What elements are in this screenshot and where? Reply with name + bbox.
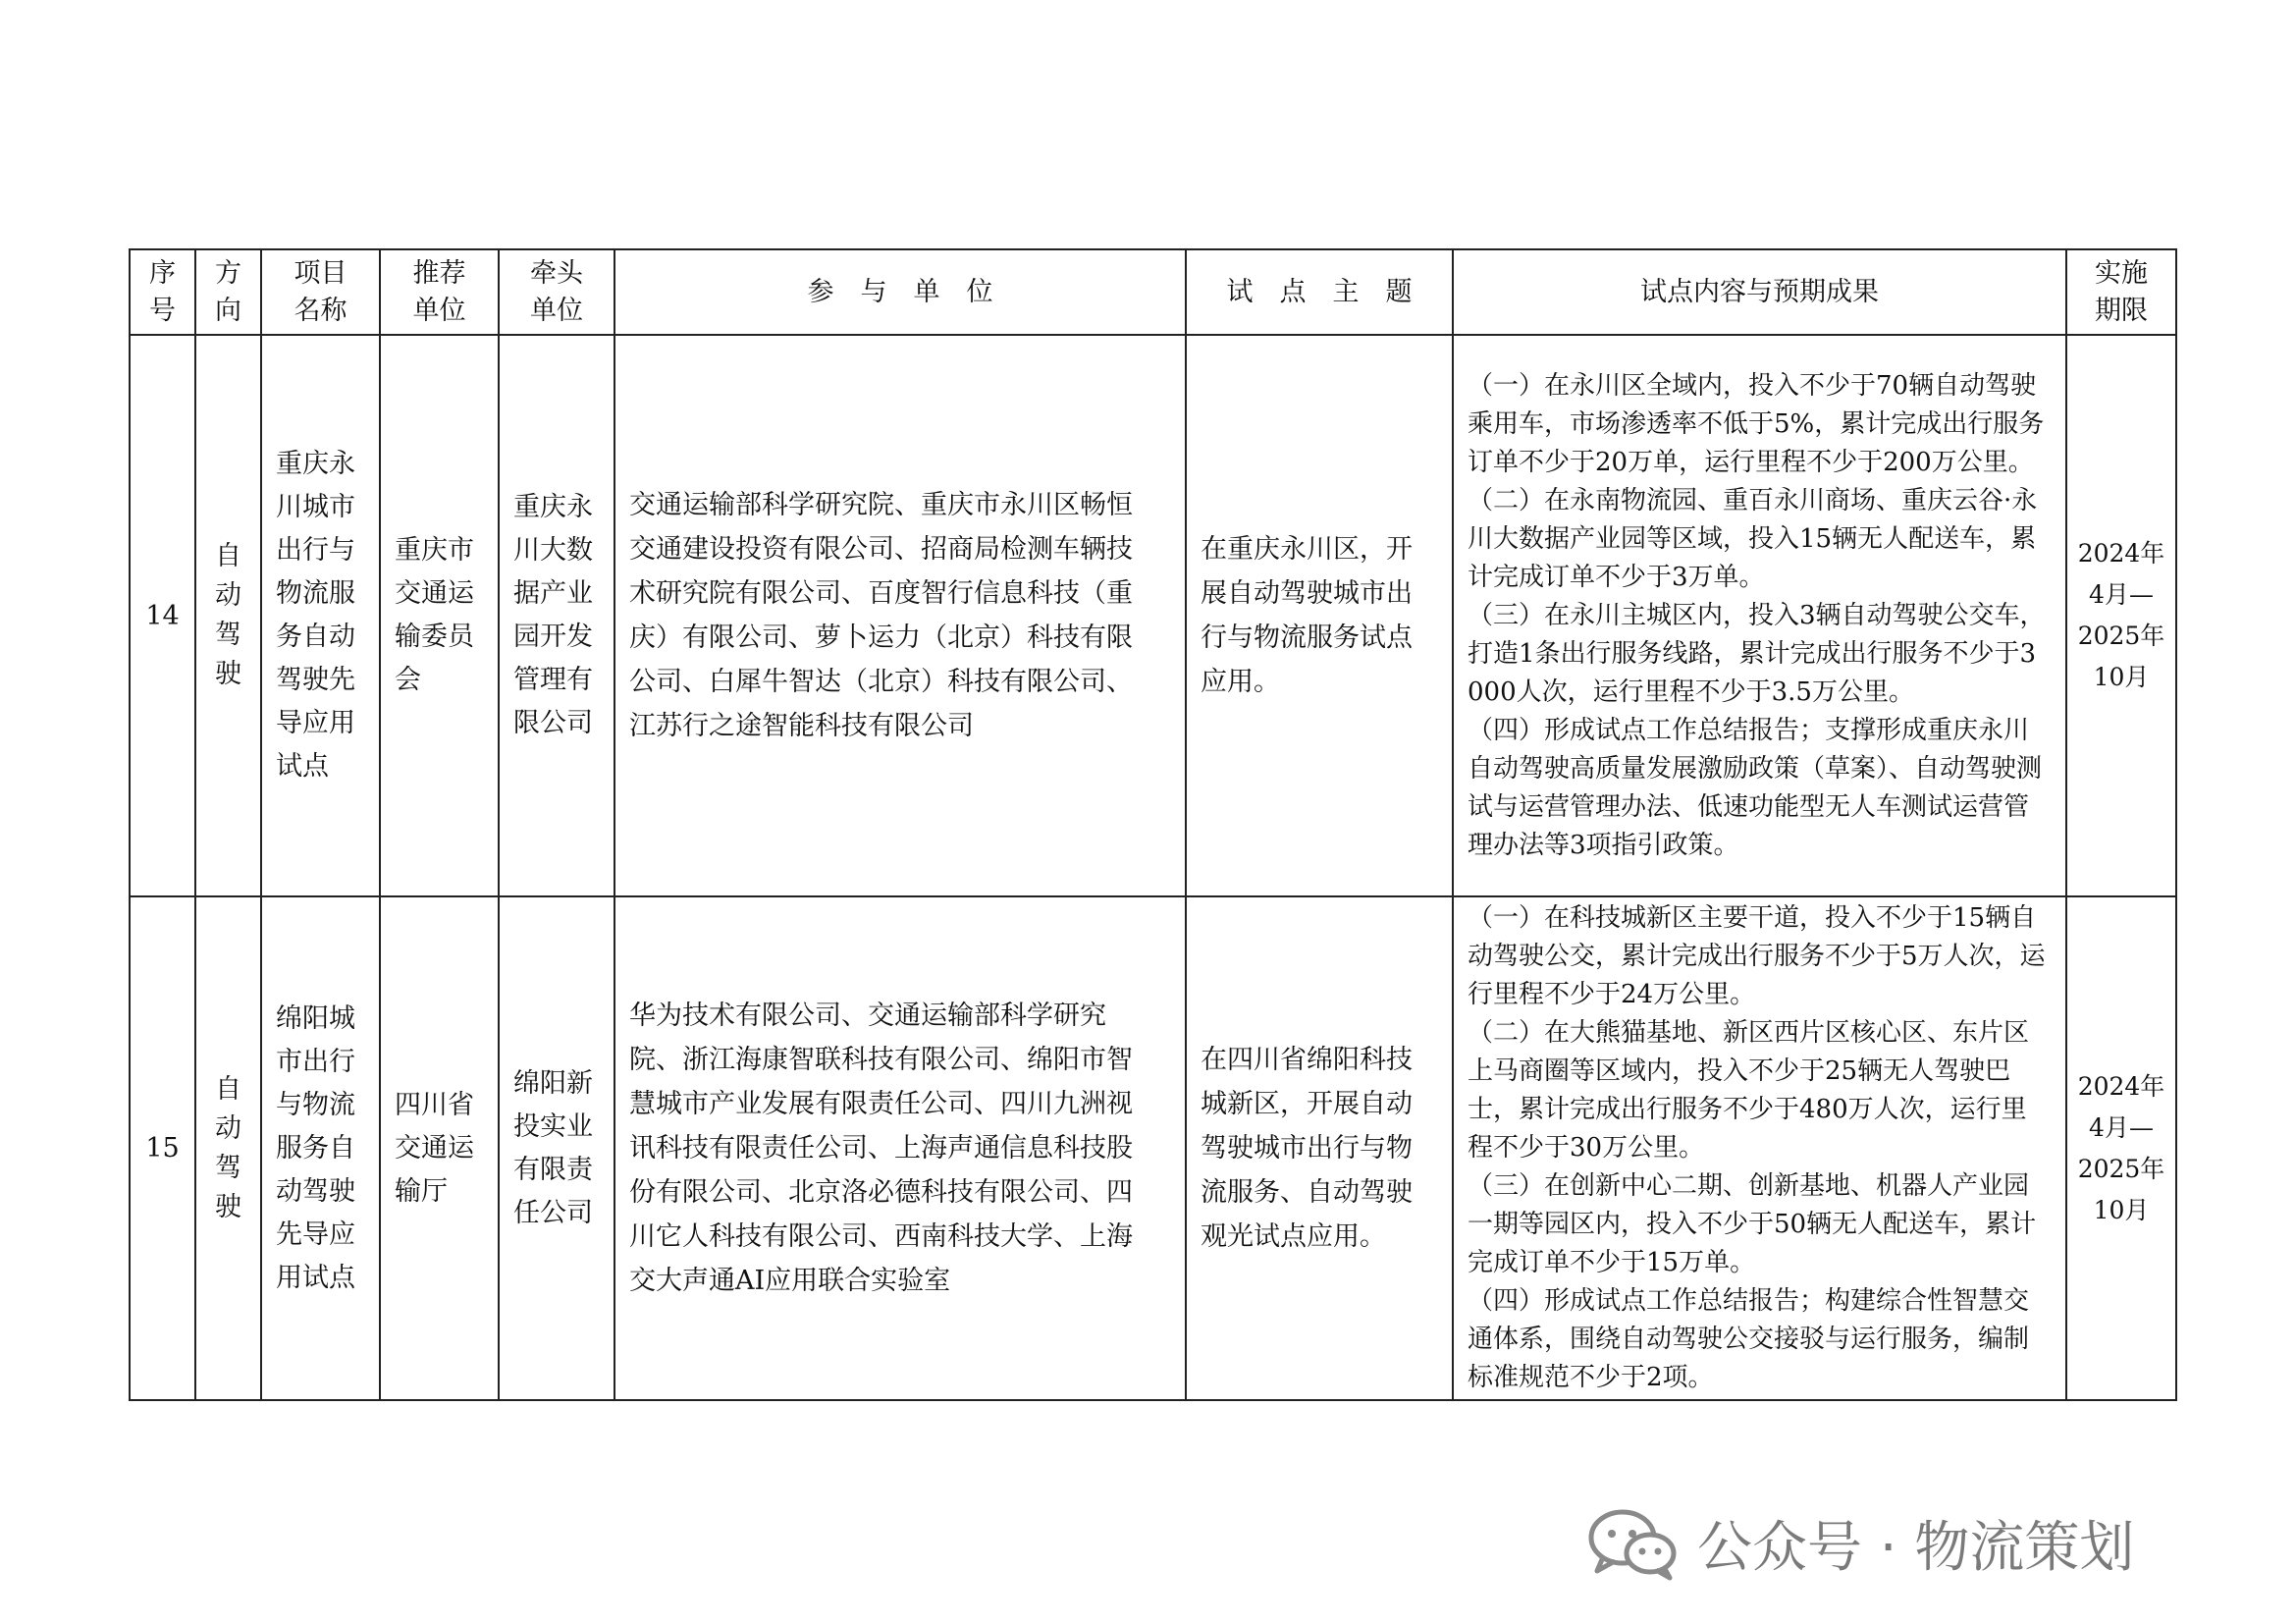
watermark-text: 公众号 · 物流策划: [1697, 1516, 2135, 1580]
header-content: 试点内容与预期成果: [1453, 249, 2066, 335]
header-recommender: 推荐 单位: [380, 249, 499, 335]
pilot-projects-table: [129, 248, 2177, 1401]
header-direction: 方 向: [195, 249, 261, 335]
row-seq: 14: [130, 335, 195, 896]
row-period: 2024年 4月— 2025年 10月: [2066, 335, 2176, 896]
row-content: （一）在科技城新区主要干道，投入不少于15辆自动驾驶公交，累计完成出行服务不少于5万人次，运行里程不少于24万公里。 （二）在大熊猫基地、新区西片区核心区、东片区上马商圈等区域内，投入不少于25辆无人驾驶巴士，累计完成出行服务不少于480万人次，运行里程不少于30万公里。 （三）在创新中心二期、创新基地、机器人产业园一期等园区内，投入不少于50辆无人配送车，累计完成订单不少于15万单。 （四）形成试点工作总结报告；构建综合性智慧交通体系，围绕自动驾驶公交接驳与运行服务，编制标准规范不少于2项。: [1453, 896, 2066, 1400]
header-lead: 牵头 单位: [499, 249, 614, 335]
header-period: 实施 期限: [2066, 249, 2176, 335]
row-project-name: 绵阳城 市出行 与物流 服务自 动驾驶 先导应 用试点: [261, 896, 380, 1400]
row-direction: 自 动 驾 驶: [195, 335, 261, 896]
table-row: [130, 335, 2176, 896]
row-participants: 交通运输部科学研究院、重庆市永川区畅恒 交通建设投资有限公司、招商局检测车辆技 术研究院有限公司、百度智行信息科技（重 庆）有限公司、萝卜运力（北京）科技有限 公司、白犀牛智达（北京）科技有限公司、 江苏行之途智能科技有限公司: [614, 335, 1186, 896]
header-project: 项目 名称: [261, 249, 380, 335]
header-theme: 试 点 主 题: [1186, 249, 1453, 335]
wechat-watermark: [1585, 1504, 2134, 1583]
row-seq: 15: [130, 896, 195, 1400]
header-participants: 参 与 单 位: [614, 249, 1186, 335]
wechat-icon: [1585, 1504, 1680, 1583]
row-project-name: 重庆永 川城市 出行与 物流服 务自动 驾驶先 导应用 试点: [261, 335, 380, 896]
row-content: （一）在永川区全域内，投入不少于70辆自动驾驶乘用车，市场渗透率不低于5%，累计完成出行服务订单不少于20万单，运行里程不少于200万公里。 （二）在永南物流园、重百永川商场、重庆云谷·永川大数据产业园等区域，投入15辆无人配送车，累计完成订单不少于3万单。 （三）在永川主城区内，投入3辆自动驾驶公交车，打造1条出行服务线路，累计完成出行服务不少于3000人次，运行里程不少于3.5万公里。 （四）形成试点工作总结报告；支撑形成重庆永川自动驾驶高质量发展激励政策（草案）、自动驾驶测试与运营管理办法、低速功能型无人车测试运营管理办法等3项指引政策。: [1453, 335, 2066, 896]
row-period: 2024年 4月— 2025年 10月: [2066, 896, 2176, 1400]
table-row: [130, 896, 2176, 1400]
row-theme: 在四川省绵阳科技 城新区，开展自动 驾驶城市出行与物 流服务、自动驾驶 观光试点应用。: [1186, 896, 1453, 1400]
row-direction: 自 动 驾 驶: [195, 896, 261, 1400]
row-recommender: 四川省 交通运 输厅: [380, 896, 499, 1400]
row-participants: 华为技术有限公司、交通运输部科学研究 院、浙江海康智联科技有限公司、绵阳市智 慧城市产业发展有限责任公司、四川九洲视 讯科技有限责任公司、上海声通信息科技股 份有限公司、北京洛必德科技有限公司、四 川它人科技有限公司、西南科技大学、上海 交大声通AI应用联合实验室: [614, 896, 1186, 1400]
row-theme: 在重庆永川区，开 展自动驾驶城市出 行与物流服务试点 应用。: [1186, 335, 1453, 896]
row-recommender: 重庆市 交通运 输委员 会: [380, 335, 499, 896]
row-lead-unit: 重庆永 川大数 据产业 园开发 管理有 限公司: [499, 335, 614, 896]
row-lead-unit: 绵阳新 投实业 有限责 任公司: [499, 896, 614, 1400]
table-header-row: [130, 249, 2176, 335]
header-seq: 序 号: [130, 249, 195, 335]
